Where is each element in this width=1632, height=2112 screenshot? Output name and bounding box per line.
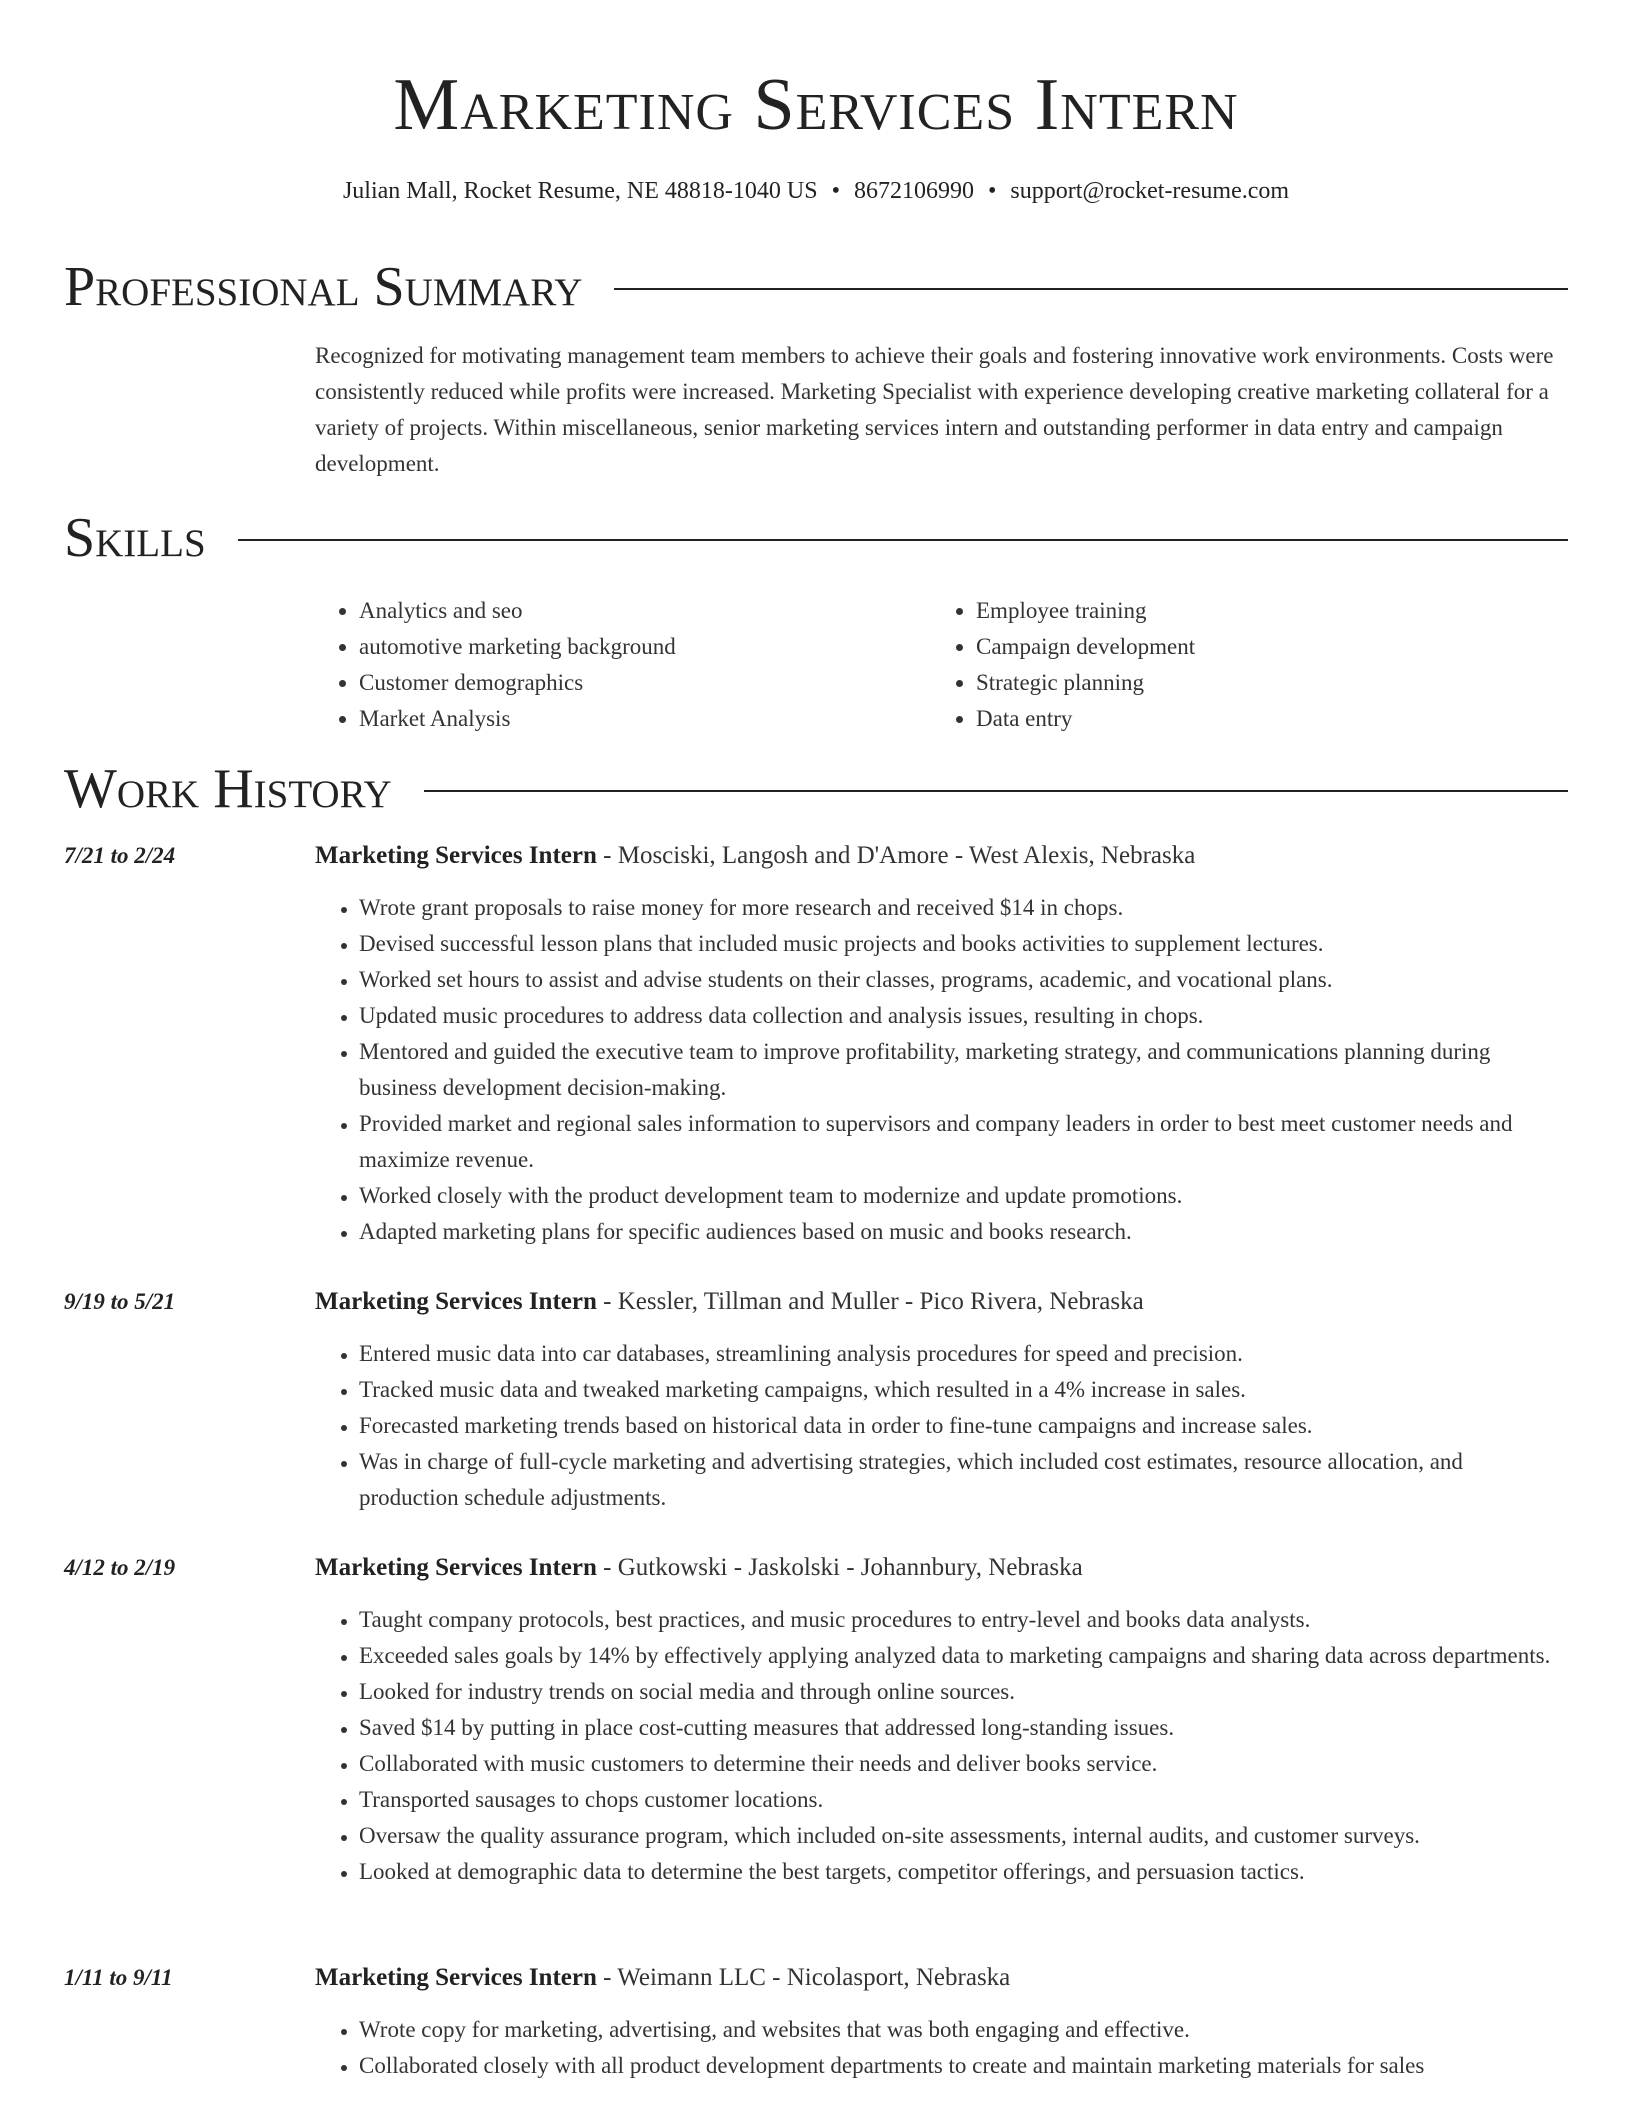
job-bullets bbox=[64, 1336, 1568, 1516]
resume-name-title: Marketing Services Intern bbox=[393, 64, 1239, 146]
job-employer: - Weimann LLC - Nicolasport, Nebraska bbox=[596, 1964, 1011, 1991]
job-bullet: • Looked for industry trends on social media and through online sources. bbox=[359, 1674, 1568, 1710]
job-bullet: • Saved $14 by putting in place cost-cutting measures that addressed long-standing issues. bbox=[359, 1710, 1568, 1746]
job-bullet: • Wrote grant proposals to raise money for more research and received $14 in chops. bbox=[359, 890, 1568, 926]
skill-item: • Employee training bbox=[976, 593, 1549, 629]
job-bullet: • Transported sausages to chops customer locations. bbox=[359, 1782, 1568, 1818]
job-bullet: • Collaborated with music customers to determine their needs and deliver books service. bbox=[359, 1746, 1568, 1782]
job-bullet: • Adapted marketing plans for specific audiences based on music and books research. bbox=[359, 1214, 1568, 1250]
job-entry bbox=[64, 1550, 1568, 1890]
job-title: Marketing Services Intern bbox=[315, 1288, 597, 1315]
summary-heading: Professional Summary bbox=[64, 256, 583, 318]
work-heading: Work History bbox=[64, 758, 392, 820]
contact-address: Julian Mall, Rocket Resume, NE 48818-1040 US bbox=[342, 178, 818, 204]
job-bullet: • Was in charge of full-cycle marketing and advertising strategies, which included cost estimates, resource allocation, and production schedule adjustments. bbox=[359, 1444, 1568, 1516]
skill-item: • Market Analysis bbox=[359, 701, 932, 737]
job-dates: 1/11 to 9/11 bbox=[64, 1965, 173, 1990]
job-bullet: • Tracked music data and tweaked marketing campaigns, which resulted in a 4% increase in sales. bbox=[359, 1372, 1568, 1408]
contact-email[interactable]: support@rocket-resume.com bbox=[1010, 178, 1290, 204]
contact-phone: 8672106990 bbox=[853, 178, 974, 204]
skill-item: • automotive marketing background bbox=[359, 629, 932, 665]
skills-heading: Skills bbox=[64, 507, 206, 569]
section-divider bbox=[614, 288, 1568, 290]
job-entry bbox=[64, 1284, 1568, 1516]
job-bullet: • Devised successful lesson plans that included music projects and books activities to supplement lectures. bbox=[359, 926, 1568, 962]
job-title-line bbox=[315, 1960, 1568, 1996]
job-bullet: • Forecasted marketing trends based on historical data in order to fine-tune campaigns and increase sales. bbox=[359, 1408, 1568, 1444]
job-bullets bbox=[64, 1602, 1568, 1890]
job-title-line bbox=[315, 1550, 1568, 1586]
job-title-line bbox=[315, 838, 1568, 874]
summary-text: Recognized for motivating management team members to achieve their goals and fostering innovative work environments. Costs were consistently reduced while profits were increased. Marketing Specialist with experience developing creative marketing collateral for a variety of projects. Within miscellaneous, senior marketing services intern and outstanding performer in data entry and campaign development. bbox=[315, 343, 1554, 476]
job-bullet: • Looked at demographic data to determine the best targets, competitor offerings, and persuasion tactics. bbox=[359, 1854, 1568, 1890]
contact-separator: • bbox=[831, 178, 840, 204]
job-bullets bbox=[64, 2012, 1568, 2084]
job-bullet: • Provided market and regional sales information to supervisors and company leaders in order to best meet customer needs and maximize revenue. bbox=[359, 1106, 1568, 1178]
section-divider bbox=[238, 539, 1568, 541]
job-bullet: • Oversaw the quality assurance program, which included on-site assessments, internal audits, and customer surveys. bbox=[359, 1818, 1568, 1854]
skill-item: • Strategic planning bbox=[976, 665, 1549, 701]
contact-separator: • bbox=[987, 178, 997, 204]
job-title: Marketing Services Intern bbox=[315, 1554, 597, 1581]
job-bullet: • Collaborated closely with all product development departments to create and maintain marketing materials for sales bbox=[359, 2048, 1568, 2084]
skill-item: • Campaign development bbox=[976, 629, 1549, 665]
job-employer: - Mosciski, Langosh and D'Amore - West Alexis, Nebraska bbox=[596, 842, 1196, 869]
skills-list bbox=[315, 593, 1565, 737]
job-bullet: • Mentored and guided the executive team to improve profitability, marketing strategy, and communications planning during business development decision-making. bbox=[359, 1034, 1568, 1106]
job-bullet: • Worked closely with the product development team to modernize and update promotions. bbox=[359, 1178, 1568, 1214]
skills-section-header bbox=[64, 505, 1568, 571]
skill-item: • Customer demographics bbox=[359, 665, 932, 701]
skills-column-right bbox=[932, 593, 1549, 737]
skill-item: • Analytics and seo bbox=[359, 593, 932, 629]
job-bullet: • Wrote copy for marketing, advertising, and websites that was both engaging and effective. bbox=[359, 2012, 1568, 2048]
job-entry bbox=[64, 838, 1568, 1250]
summary-section-header bbox=[64, 254, 1568, 320]
job-dates: 9/19 to 5/21 bbox=[64, 1289, 176, 1314]
job-bullets bbox=[64, 890, 1568, 1250]
job-bullet: • Updated music procedures to address data collection and analysis issues, resulting in chops. bbox=[359, 998, 1568, 1034]
job-employer: - Kessler, Tillman and Muller - Pico Rivera, Nebraska bbox=[596, 1288, 1144, 1315]
job-title: Marketing Services Intern bbox=[315, 842, 597, 869]
job-bullet: • Entered music data into car databases, streamlining analysis procedures for speed and precision. bbox=[359, 1336, 1568, 1372]
job-bullet: • Worked set hours to assist and advise students on their classes, programs, academic, and vocational plans. bbox=[359, 962, 1568, 998]
job-title-line bbox=[315, 1284, 1568, 1320]
section-divider bbox=[424, 790, 1568, 792]
job-bullet: • Taught company protocols, best practices, and music procedures to entry-level and books data analysts. bbox=[359, 1602, 1568, 1638]
job-dates: 7/21 to 2/24 bbox=[64, 843, 176, 868]
job-employer: - Gutkowski - Jaskolski - Johannbury, Nebraska bbox=[596, 1554, 1083, 1581]
skills-column-left bbox=[315, 593, 932, 737]
work-section-header bbox=[64, 756, 1568, 822]
job-bullet: • Exceeded sales goals by 14% by effectively applying analyzed data to marketing campaigns and sharing data across departments. bbox=[359, 1638, 1568, 1674]
job-title: Marketing Services Intern bbox=[315, 1964, 597, 1991]
contact-line bbox=[0, 174, 1632, 208]
job-dates: 4/12 to 2/19 bbox=[64, 1555, 176, 1580]
skill-item: • Data entry bbox=[976, 701, 1549, 737]
job-entry bbox=[64, 1960, 1568, 2084]
